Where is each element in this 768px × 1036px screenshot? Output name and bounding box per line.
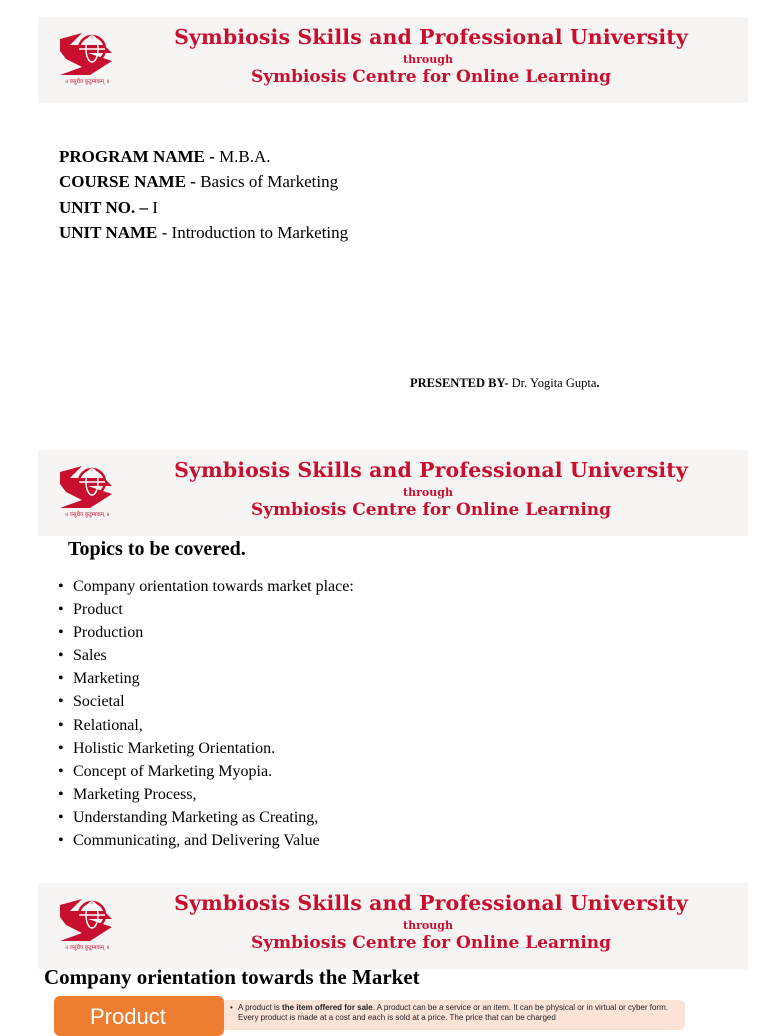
- university-logo: [52, 31, 122, 97]
- banner-title: Symbiosis Skills and Professional University: [174, 25, 688, 49]
- university-banner: [38, 883, 748, 969]
- unit-name-label: UNIT NAME: [59, 222, 158, 242]
- banner-title: Symbiosis Skills and Professional University: [174, 891, 688, 915]
- logo-caption: ॥ वसुधैव कुटुम्बकम् ॥: [64, 945, 110, 951]
- program-line: [59, 144, 348, 169]
- list-item: • Relational,: [56, 714, 354, 737]
- list-item: • Company orientation towards market place:: [56, 575, 354, 598]
- banner-title: Symbiosis Skills and Professional University: [174, 458, 688, 482]
- university-banner: [38, 450, 748, 536]
- unit-no-value: I: [147, 197, 158, 217]
- presented-by: [410, 376, 600, 391]
- presented-end: .: [596, 376, 600, 390]
- banner-subtitle: Symbiosis Centre for Online Learning: [250, 67, 612, 87]
- desc-bold: the item offered for sale: [282, 1003, 373, 1012]
- banner-through: through: [403, 53, 453, 66]
- unit-no-label: UNIT NO. –: [59, 197, 148, 217]
- topics-title: Topics to be covered.: [68, 538, 246, 560]
- logo-caption: ॥ वसुधैव कुटुम्बकम् ॥: [64, 512, 110, 518]
- list-item: • Marketing Process,: [56, 783, 354, 806]
- logo-caption: ॥ वसुधैव कुटुम्बकम् ॥: [64, 79, 110, 85]
- list-item: • Holistic Marketing Orientation.: [56, 737, 354, 760]
- product-label: Product: [90, 1004, 166, 1029]
- banner-subtitle: Symbiosis Centre for Online Learning: [250, 933, 612, 953]
- section-title: Company orientation towards the Market: [44, 965, 420, 989]
- banner-through: through: [403, 486, 453, 499]
- list-item: • Communicating, and Delivering Value: [56, 829, 354, 852]
- list-item: • Marketing: [56, 667, 354, 690]
- desc-pre: A product is: [238, 1003, 283, 1012]
- list-item: • Sales: [56, 644, 354, 667]
- list-item: • Concept of Marketing Myopia.: [56, 760, 354, 783]
- program-label: PROGRAM NAME -: [59, 147, 215, 166]
- product-description: [224, 1000, 685, 1030]
- desc-post: . A product can be a service or an item. It can be physical or in virtual or cyber form. Every product is made at a cost and each is sold at a price. The price that can be charged: [238, 1003, 668, 1022]
- unit-name-line: [59, 220, 348, 245]
- program-value: M.B.A.: [214, 147, 271, 166]
- course-value: Basics of Marketing: [195, 172, 339, 192]
- banner-subtitle: Symbiosis Centre for Online Learning: [250, 500, 612, 520]
- course-label: COURSE NAME -: [59, 172, 196, 192]
- unit-no-line: [59, 195, 348, 220]
- presented-label: PRESENTED BY-: [410, 376, 509, 390]
- course-info: [59, 144, 348, 245]
- university-logo: [52, 897, 122, 963]
- university-logo: [52, 464, 122, 530]
- unit-name-value: - Introduction to Marketing: [157, 222, 349, 242]
- banner-through: through: [403, 919, 453, 932]
- list-item: • Product: [56, 598, 354, 621]
- presenter-name: Dr. Yogita Gupta: [508, 376, 597, 390]
- course-line: [59, 169, 348, 194]
- product-box: [54, 996, 224, 1036]
- product-description-text: [238, 1003, 678, 1023]
- topic-list: [56, 575, 354, 852]
- list-item: • Societal: [56, 690, 354, 713]
- list-item: • Production: [56, 621, 354, 644]
- list-item: • Understanding Marketing as Creating,: [56, 806, 354, 829]
- university-banner: [38, 17, 748, 103]
